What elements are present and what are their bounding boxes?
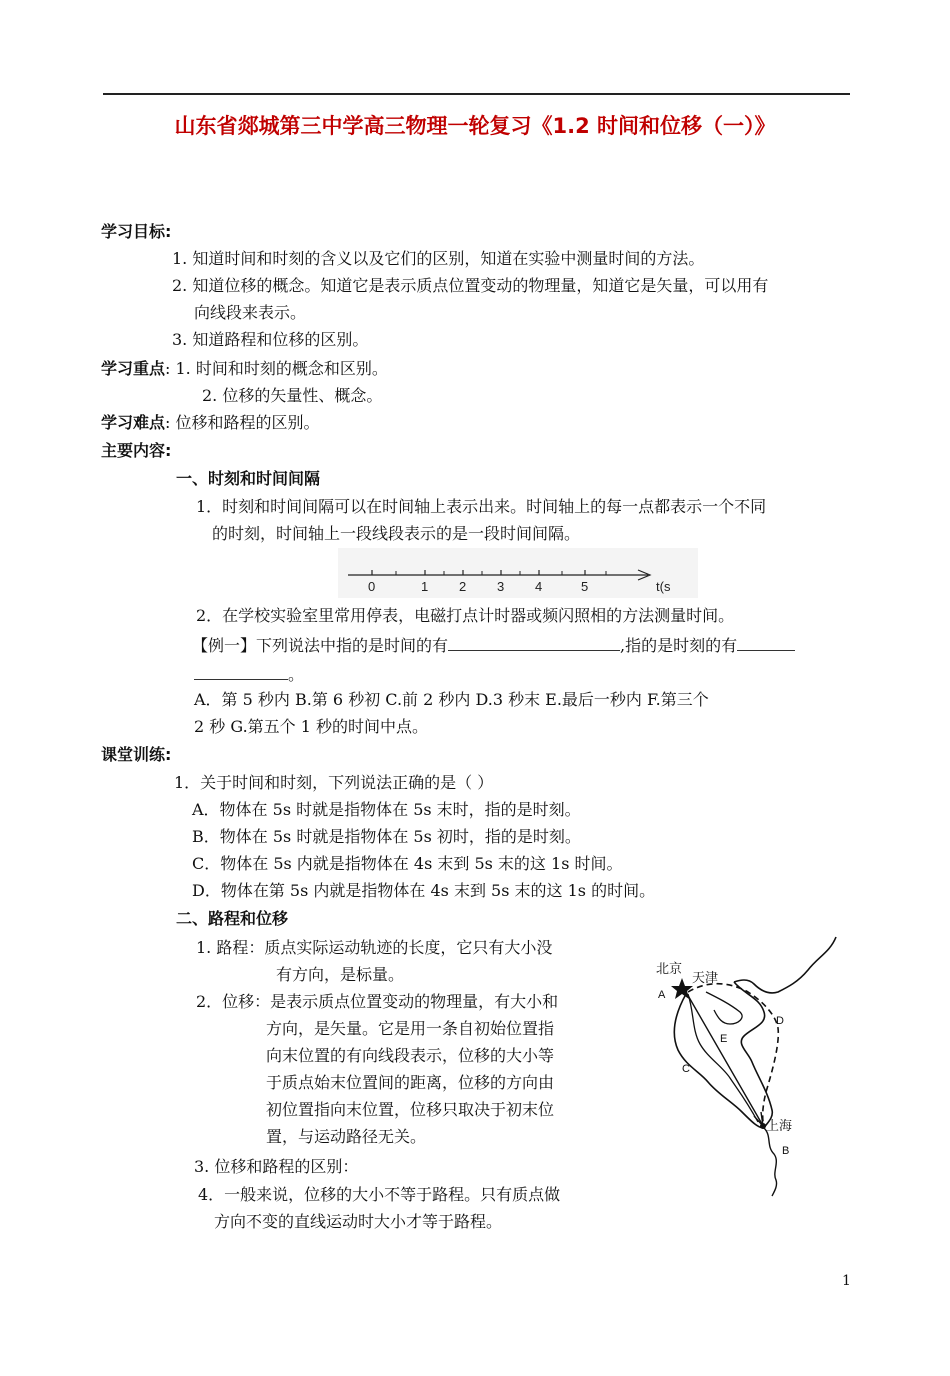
key-points-line <box>101 359 388 379</box>
objective-item: 1. 知道时间和时刻的含义以及它们的区别，知道在实验中测量时间的方法。 <box>172 249 705 268</box>
example-question-end <box>194 663 304 685</box>
map-label-shanghai: 上海 <box>766 1118 793 1133</box>
practice-option: D．物体在第 5s 内就是指物体在 4s 末到 5s 末的这 1s 的时间。 <box>192 881 656 900</box>
paragraph-line: 方向不变的直线运动时大小才等于路程。 <box>214 1212 503 1231</box>
paragraph-line: 有方向，是标量。 <box>276 965 405 984</box>
time-axis-tick-label: 3 <box>497 579 505 594</box>
example-mid: ,指的是时刻的有 <box>620 636 738 655</box>
time-axis-tick-label: 4 <box>535 579 543 594</box>
paragraph-line: 于质点始末位置间的距离，位移的方向由 <box>266 1073 555 1092</box>
objective-item: 3. 知道路程和位移的区别。 <box>172 330 369 349</box>
example-question <box>192 634 795 656</box>
paragraph-line: 2．在学校实验室里常用停表，电磁打点计时器或频闪照相的方法测量时间。 <box>196 606 735 625</box>
paragraph-line: 1．时刻和时间间隔可以在时间轴上表示出来。时间轴上的每一点都表示一个不同 <box>196 497 767 516</box>
practice-question: 1．关于时间和时刻，下列说法正确的是（ ） <box>174 773 494 792</box>
bohai-outline <box>706 992 742 1024</box>
paragraph-line: 向末位置的有向线段表示，位移的大小等 <box>266 1046 555 1065</box>
moment-answer-blank[interactable] <box>737 634 795 651</box>
key-point-item: 2. 位移的矢量性、概念。 <box>202 386 383 405</box>
practice-heading: 课堂训练: <box>101 745 172 764</box>
example-prefix: 【例一】下列说法中指的是时间的有 <box>192 636 449 655</box>
page-title: 山东省郯城第三中学高三物理一轮复习《1.2 时间和位移（一）》 <box>174 114 776 138</box>
example-end: 。 <box>288 665 305 684</box>
key-points-heading: 学习重点 <box>101 359 166 378</box>
map-label-b: B <box>782 1145 790 1157</box>
paragraph-line: 方向，是矢量。它是用一条自初始位置指 <box>266 1019 555 1038</box>
map-label-c: C <box>682 1063 690 1075</box>
moment-answer-blank-cont[interactable] <box>194 663 288 680</box>
time-axis-label: t(s <box>656 579 671 594</box>
paragraph-line: 1. 路程：质点实际运动轨迹的长度，它只有大小没 <box>196 938 553 957</box>
page-number: 1 <box>842 1273 851 1289</box>
paragraph-line: 3. 位移和路程的区别： <box>194 1157 359 1176</box>
key-point-item: : 1. 时间和时刻的概念和区别。 <box>165 359 388 378</box>
difficulty-text: : 位移和路程的区别。 <box>165 413 320 432</box>
beijing-shanghai-map <box>648 932 843 1202</box>
time-answer-blank[interactable] <box>448 634 620 651</box>
time-axis-tick-label: 0 <box>368 579 376 594</box>
time-axis-tick-label: 5 <box>581 579 589 594</box>
map-label-beijing: 北京 <box>656 961 683 976</box>
example-options: 2 秒 G.第五个 1 秒的时间中点。 <box>194 717 429 736</box>
map-label-tianjin: 天津 <box>692 970 719 985</box>
difficulty-line <box>101 413 320 433</box>
section2-title: 二、路程和位移 <box>176 909 289 928</box>
coastline-east <box>734 982 772 1128</box>
time-axis <box>338 548 698 598</box>
beijing-star-icon <box>671 978 693 999</box>
time-axis-tick-label: 1 <box>421 579 429 594</box>
objectives-heading: 学习目标: <box>101 222 172 241</box>
example-options: A．第 5 秒内 B.第 6 秒初 C.前 2 秒内 D.3 秒末 E.最后一秒内 F.第三个 <box>194 690 709 709</box>
main-content-heading: 主要内容: <box>101 441 172 460</box>
practice-option: A．物体在 5s 时就是指物体在 5s 末时，指的是时刻。 <box>192 800 581 819</box>
paragraph-line: 2．位移：是表示质点位置变动的物理量，有大小和 <box>196 992 559 1011</box>
paragraph-line: 4．一般来说，位移的大小不等于路程。只有质点做 <box>198 1185 561 1204</box>
paragraph-line: 的时刻，时间轴上一段线段表示的是一段时间间隔。 <box>212 524 581 543</box>
section1-title: 一、时刻和时间间隔 <box>176 469 321 488</box>
map-label-a: A <box>658 989 666 1001</box>
objective-item: 2. 知道位移的概念。知道它是表示质点位置变动的物理量，知道它是矢量，可以用有 <box>172 276 769 295</box>
coastline-north <box>734 937 836 993</box>
objective-item: 向线段来表示。 <box>194 303 307 322</box>
practice-option: C．物体在 5s 内就是指物体在 4s 末到 5s 末的这 1s 时间。 <box>192 854 623 873</box>
map-label-d: D <box>776 1015 784 1027</box>
paragraph-line: 初位置指向末位置，位移只取决于初末位 <box>266 1100 555 1119</box>
header-rule <box>103 93 850 95</box>
difficulty-heading: 学习难点 <box>101 413 166 432</box>
time-axis-tick-label: 2 <box>459 579 467 594</box>
paragraph-line: 置，与运动路径无关。 <box>266 1127 427 1146</box>
map-label-e: E <box>720 1033 728 1045</box>
practice-option: B．物体在 5s 时就是指物体在 5s 初时，指的是时刻。 <box>192 827 581 846</box>
coastline-south <box>764 1128 777 1196</box>
